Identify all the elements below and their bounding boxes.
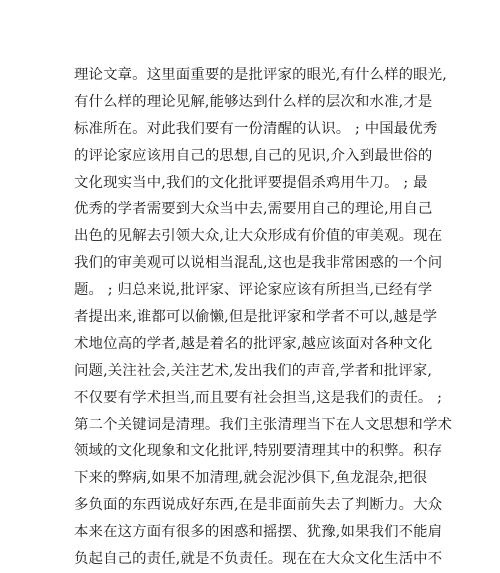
text-line: 的评论家应该用自己的思想,自己的见识,介入到最世俗的 <box>74 147 433 164</box>
text-line: 问题,关注社会,关注艺术,发出我们的声音,学者和批评家, <box>74 362 433 379</box>
text-line: 优秀的学者需要到大众当中去,需要用自己的理论,用自己 <box>74 201 433 218</box>
text-line: 出色的见解去引领大众,让大众形成有价值的审美观。现在 <box>74 228 443 245</box>
text-line: 第二个关键词是清理。我们主张清理当下在人文思想和学术 <box>74 416 453 433</box>
text-line: 负起自己的责任,就是不负责任。现在在大众文化生活中不 <box>74 551 443 568</box>
body-text <box>74 62 453 573</box>
text-line: 领域的文化现象和文化批评,特别要清理其中的积弊。积存 <box>74 443 443 460</box>
text-line: 有什么样的理论见解,能够达到什么样的层次和水准,才是 <box>74 93 433 110</box>
text-line: 标准所在。对此我们要有一份清醒的认识。 ; 中国最优秀 <box>74 120 438 137</box>
text-line: 文化现实当中,我们的文化批评要提倡杀鸡用牛刀。 ; 最 <box>74 174 428 191</box>
text-line: 理论文章。这里面重要的是批评家的眼光,有什么样的眼光, <box>74 67 447 83</box>
text-line: 术地位高的学者,越是着名的批评家,越应该面对各种文化 <box>74 335 433 352</box>
text-line: 多负面的东西说成好东西,在是非面前失去了判断力。大众 <box>74 497 443 514</box>
text-line: 本来在这方面有很多的困惑和摇摆、犹豫,如果我们不能肩 <box>74 524 443 541</box>
text-line: 下来的弊病,如果不加清理,就会泥沙俱下,鱼龙混杂,把很 <box>74 470 428 487</box>
text-line: 题。 ; 归总来说,批评家、评论家应该有所担当,已经有学 <box>74 282 433 299</box>
text-line: 我们的审美观可以说相当混乱,这也是我非常困惑的一个问 <box>74 255 443 272</box>
text-line: 不仅要有学术担当,而且要有社会担当,这是我们的责任。 ; <box>74 389 443 406</box>
text-line: 者提出来,谁都可以偷懒,但是批评家和学者不可以,越是学 <box>74 309 438 326</box>
